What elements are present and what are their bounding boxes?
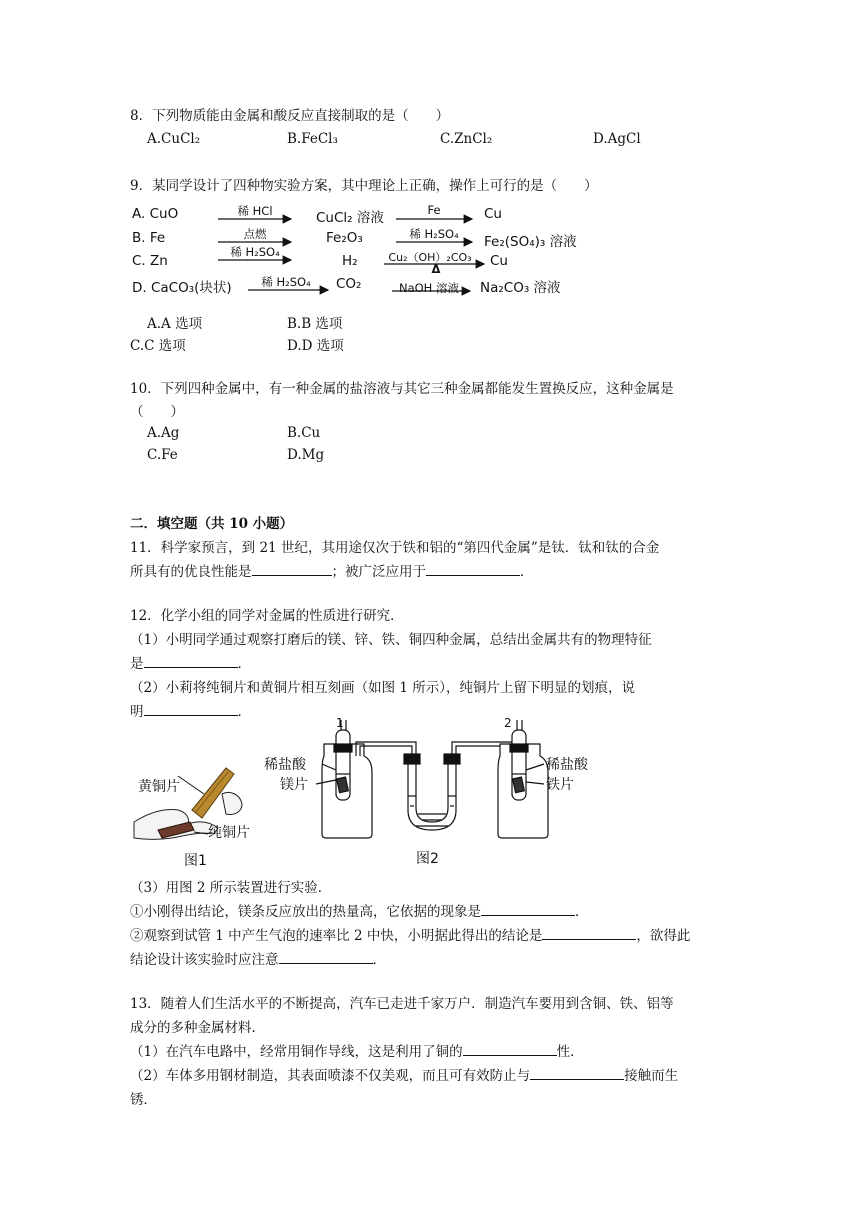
q13-p1 xyxy=(130,1040,584,1060)
q9-b-end: Fe₂(SO₄)₃ 溶液 xyxy=(484,234,577,250)
q9-c-end: Cu xyxy=(490,253,508,269)
q9-c-reagent1: 稀 H₂SO₄ xyxy=(230,245,280,259)
q12-p3-2-line2-text-b: ． xyxy=(372,952,386,968)
q9-c-heat-symbol: Δ xyxy=(431,262,441,276)
q9-d-reagent2: NaOH 溶液 xyxy=(398,281,459,295)
fig2-tube-1-number: 1 xyxy=(336,716,344,730)
q12-p2-line2 xyxy=(130,700,251,720)
q9-b-start: B. Fe xyxy=(132,230,166,246)
q10-option-a[interactable]: A.Ag xyxy=(147,425,180,441)
q11-blank-2[interactable] xyxy=(426,563,520,576)
q9-a-reagent2: Fe xyxy=(427,203,441,217)
q9-b-reagent2: 稀 H₂SO₄ xyxy=(409,227,459,241)
q11-blank-1[interactable] xyxy=(252,563,332,576)
fig2-right-metal-label: 铁片 xyxy=(546,777,574,793)
fig1-label-pure: 纯铜片 xyxy=(208,825,250,841)
q8-option-b[interactable]: B.FeCl₃ xyxy=(287,131,338,147)
q9-c-mid: H₂ xyxy=(342,253,358,269)
fig2-left-acid-label: 稀盐酸 xyxy=(264,757,306,773)
q10-option-c[interactable]: C.Fe xyxy=(147,447,178,463)
q12-p1-text-a: 是 xyxy=(130,656,144,672)
q9-option-c[interactable]: C.C 选项 xyxy=(130,338,186,354)
q12-p3: （3）用图 2 所示装置进行实验． xyxy=(130,880,332,896)
q9-option-b[interactable]: B.B 选项 xyxy=(287,316,343,332)
q10-paren: （ ） xyxy=(130,404,184,420)
q10-option-b[interactable]: B.Cu xyxy=(287,425,321,441)
q13-p1-text-a: （1）在汽车电路中，经常用铜作导线，这是利用了铜的 xyxy=(130,1044,463,1060)
q9-a-reagent1: 稀 HCl xyxy=(237,204,273,218)
q9-d-end: Na₂CO₃ 溶液 xyxy=(480,280,561,296)
q9-option-d[interactable]: D.D 选项 xyxy=(287,338,344,354)
q11-text-a: 所具有的优良性能是 xyxy=(130,564,252,580)
q12-p2-line1: （2）小莉将纯铜片和黄铜片相互刻画（如图 1 所示），纯铜片上留下明显的划痕，说 xyxy=(130,680,636,696)
q9-a-mid: CuCl₂ 溶液 xyxy=(316,210,384,226)
q13-line2: 成分的多种金属材料． xyxy=(130,1020,265,1036)
figure-1 xyxy=(130,760,262,872)
fig1-caption: 图1 xyxy=(184,853,207,869)
q11-line1: 11．科学家预言，到 21 世纪，其用途仅次于铁和铝的“第四代金属”是钛．钛和钛的合金 xyxy=(130,540,660,556)
q10-option-d[interactable]: D.Mg xyxy=(287,447,325,463)
q12-p3-2 xyxy=(130,924,690,944)
q9-c-start: C. Zn xyxy=(132,253,168,269)
fig2-tube-2-number: 2 xyxy=(504,716,512,730)
q12-p3-2-blank-1[interactable] xyxy=(542,927,636,940)
q12-p3-2-line2-text-a: 结论设计该实验时应注意 xyxy=(130,952,279,968)
q9-d-start: D. CaCO₃(块状) xyxy=(132,280,232,296)
q10-stem: 10．下列四种金属中，有一种金属的盐溶液与其它三种金属都能发生置换反应，这种金属是 xyxy=(130,381,674,397)
q12-p1-line1: （1）小明同学通过观察打磨后的镁、锌、铁、铜四种金属，总结出金属共有的物理特征 xyxy=(130,632,652,648)
q12-p3-2-line2 xyxy=(130,948,386,968)
q11-line2 xyxy=(130,560,534,580)
fig2-caption: 图2 xyxy=(416,851,439,867)
q9-b-mid: Fe₂O₃ xyxy=(326,230,363,246)
q12-p1-line2 xyxy=(130,652,251,672)
q12-p1-blank[interactable] xyxy=(144,655,238,668)
fig1-label-brass: 黄铜片 xyxy=(138,779,180,795)
q9-d-mid: CO₂ xyxy=(336,276,362,292)
q13-p2-blank[interactable] xyxy=(530,1067,624,1080)
q8-option-c[interactable]: C.ZnCl₂ xyxy=(440,131,493,147)
q13-p1-blank[interactable] xyxy=(463,1043,557,1056)
q9-a-end: Cu xyxy=(484,206,502,222)
q12-p3-1-blank[interactable] xyxy=(481,903,575,916)
q11-text-b: ；被广泛应用于 xyxy=(331,564,426,580)
q9-reaction-arrows xyxy=(0,0,860,320)
q13-p2-text-b: 接触而生 xyxy=(624,1068,679,1084)
q12-p2-blank[interactable] xyxy=(144,703,238,716)
q12-stem: 12．化学小组的同学对金属的性质进行研究． xyxy=(130,608,404,624)
q9-c-reagent2: Cu₂（OH）₂CO₃ xyxy=(388,251,472,264)
q9-d-reagent1: 稀 H₂SO₄ xyxy=(261,275,311,289)
q9-a-start: A. CuO xyxy=(132,206,179,222)
q8-stem: 8．下列物质能由金属和酸反应直接制取的是（ ） xyxy=(130,108,450,124)
q13-p2 xyxy=(130,1064,678,1084)
q9-stem: 9．某同学设计了四种物实验方案，其中理论上正确，操作上可行的是（ ） xyxy=(130,178,598,194)
q12-p2-text-b: ． xyxy=(237,704,251,720)
q12-p3-2-blank-2[interactable] xyxy=(279,951,373,964)
q13-p2-text-a: （2）车体多用钢材制造，其表面喷漆不仅美观，而且可有效防止与 xyxy=(130,1068,531,1084)
q12-p2-text-a: 明 xyxy=(130,704,144,720)
q12-p3-1 xyxy=(130,900,589,920)
q9-b-reagent1: 点燃 xyxy=(243,227,267,241)
q13-line1: 13．随着人们生活水平的不断提高，汽车已走进千家万户．制造汽车要用到含铜、铁、铝等 xyxy=(130,996,674,1012)
figure-2 xyxy=(262,716,602,872)
q12-p3-2-text-b: ，欲得此 xyxy=(636,928,691,944)
fig2-right-acid-label: 稀盐酸 xyxy=(546,757,588,773)
q12-p3-1-text-a: ①小刚得出结论，镁条反应放出的热量高，它依据的现象是 xyxy=(130,904,481,920)
q8-option-d[interactable]: D.AgCl xyxy=(593,131,641,147)
q9-option-a[interactable]: A.A 选项 xyxy=(147,316,203,332)
fig2-left-metal-label: 镁片 xyxy=(280,777,308,793)
q13-p1-text-b: 性． xyxy=(556,1044,584,1060)
q12-p3-2-text-a: ②观察到试管 1 中产生气泡的速率比 2 中快，小明据此得出的结论是 xyxy=(130,928,543,944)
q13-p2-line2: 锈． xyxy=(130,1092,157,1108)
q12-p1-text-b: ． xyxy=(237,656,251,672)
q8-option-a[interactable]: A.CuCl₂ xyxy=(147,131,201,147)
section-2-title: 二．填空题（共 10 小题） xyxy=(130,516,294,532)
q12-p3-1-text-b: ． xyxy=(575,904,589,920)
q11-text-c: ． xyxy=(520,564,534,580)
